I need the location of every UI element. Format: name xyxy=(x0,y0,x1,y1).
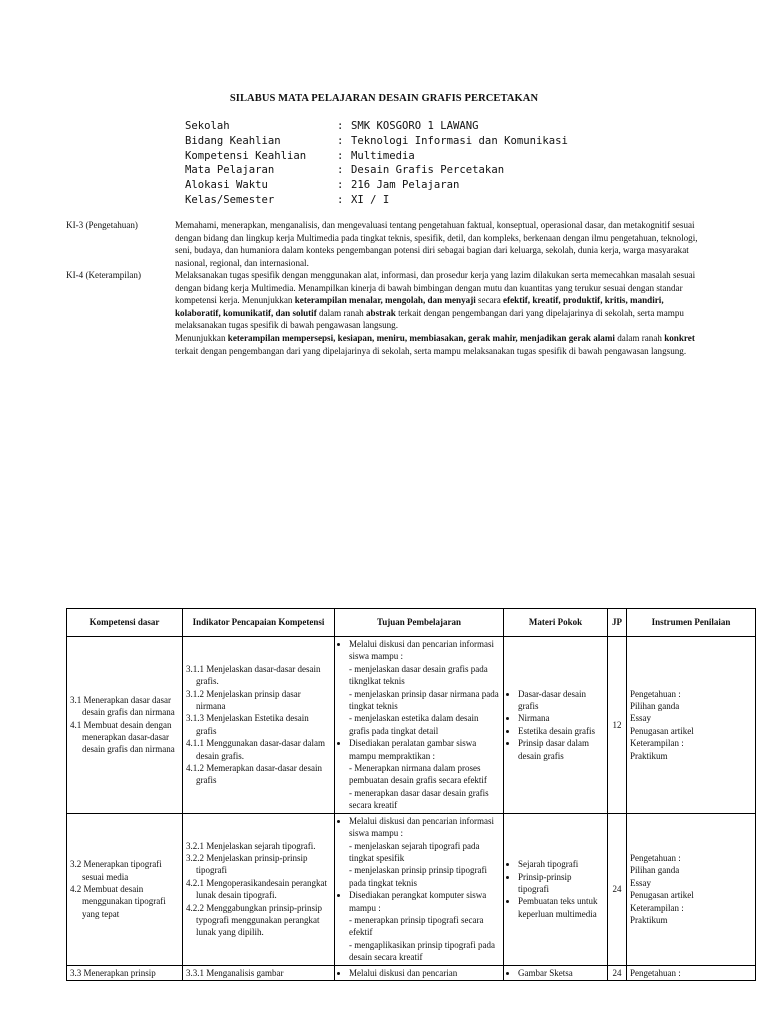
ki3-section xyxy=(66,219,706,269)
cell-kd: 3.3 Menerapkan prinsip xyxy=(67,965,183,980)
meta-colon: : xyxy=(337,120,344,132)
cell-materi: • Sejarah tipografi • Prinsip-prinsip tipografi • Pembuatan teks untuk keperluan multimedia xyxy=(504,813,608,965)
meta-label: Sekolah xyxy=(185,120,230,132)
meta-row-kelas xyxy=(185,193,568,208)
meta-value: Desain Grafis Percetakan xyxy=(351,164,505,177)
header-tujuan: Tujuan Pembelajaran xyxy=(335,609,504,637)
meta-value: XI / I xyxy=(351,193,390,206)
meta-label: Kompetensi Keahlian xyxy=(185,149,307,162)
meta-value: Multimedia xyxy=(351,149,415,162)
cell-kd: 3.1 Menerapkan dasar dasar desain grafis dan nirmana 4.1 Membuat desain dengan menerapkan dasar-dasar desain grafis dan nirmana xyxy=(67,637,183,814)
header-jp: JP xyxy=(608,609,627,637)
header-indikator: Indikator Pencapaian Kompetensi xyxy=(183,609,335,637)
ki4-paragraph-1: Melaksanakan tugas spesifik dengan menggunakan alat, informasi, dan prosedur kerja yang lazim dilakukan serta memecahkan masalah sesuai dengan bidang kerja Multimedia. Menampilkan kinerja di bawah bimbingan dengan mutu dan kuantitas yang terukur sesuai dengan standar kompetensi kerja. Menunjukkan keterampilan menalar, mengolah, dan menyaji secara efektif, kreatif, produktif, kritis, mandiri, kolaboratif, komunikatif, dan solutif dalam ranah abstrak terkait dengan pengembangan dari yang dipelajarinya di sekolah, serta mampu melaksanakan tugas spesifik di bawah pengawasan langsung. xyxy=(175,270,696,331)
meta-value: SMK KOSGORO 1 LAWANG xyxy=(351,120,479,132)
meta-row-bidang xyxy=(185,134,568,149)
cell-tujuan: • Melalui diskusi dan pencarian informasi siswa mampu : - menjelaskan dasar desain grafis pada tiknglkat teknis - menjelaskan prinsip dasar nirmana pada tingkat teknis - menjelaskan estetika dalam desain grafis pada tingkat detail • Disediakan peralatan gambar siswa mampu mempraktikan : - Menerapkan nirmana dalam proses pembuatan desain grafis secara efektif - menerapkan dasar dasar desain grafis secara kreatif xyxy=(335,637,504,814)
cell-tujuan: • Melalui diskusi dan pencarian xyxy=(335,965,504,980)
cell-instrumen: Pengetahuan : Pilihan ganda Essay Penugasan artikel Keterampilan : Praktikum xyxy=(627,813,756,965)
meta-row-alokasi xyxy=(185,178,568,193)
cell-instrumen: Pengetahuan : xyxy=(627,965,756,980)
meta-value: Teknologi Informasi dan Komunikasi xyxy=(351,134,568,147)
syllabus-table xyxy=(66,608,756,981)
cell-materi: • Dasar-dasar desain grafis • Nirmana • Estetika desain grafis • Prinsip dasar dalam desain grafis xyxy=(504,637,608,814)
meta-colon: : xyxy=(337,134,344,147)
cell-jp: 24 xyxy=(608,965,627,980)
ki4-text xyxy=(175,269,703,357)
table-header-row xyxy=(67,609,756,637)
meta-colon: : xyxy=(337,149,344,162)
table-row xyxy=(67,965,756,980)
meta-row-kompetensi xyxy=(185,149,568,164)
document-title: SILABUS MATA PELAJARAN DESAIN GRAFIS PERCETAKAN xyxy=(229,93,539,104)
cell-ipk: 3.1.1 Menjelaskan dasar-dasar desain grafis. 3.1.2 Menjelaskan prinsip dasar nirmana 3.1.3 Menjelaskan Estetika desain grafis 4.1.1 Menggunakan dasar-dasar dalam desain grafis. 4.1.2 Memerapkan dasar-dasar desain grafis xyxy=(183,637,335,814)
meta-colon: : xyxy=(337,179,344,192)
cell-instrumen: Pengetahuan : Pilihan ganda Essay Penugasan artikel Keterampilan : Praktikum xyxy=(627,637,756,814)
cell-jp: 24 xyxy=(608,813,627,965)
cell-materi: • Gambar Sketsa xyxy=(504,965,608,980)
header-materi: Materi Pokok xyxy=(504,609,608,637)
table-row xyxy=(67,637,756,814)
cell-ipk: 3.2.1 Menjelaskan sejarah tipografi. 3.2.2 Menjelaskan prinsip-prinsip tipografi 4.2.1 Mengoperasikandesain perangkat lunak desain tipografi. 4.2.2 Menggabungkan prinsip-prinsip typografi menggunakan perangkat lunak yang dipilih. xyxy=(183,813,335,965)
header-instrumen: Instrumen Penilaian xyxy=(627,609,756,637)
cell-jp: 12 xyxy=(608,637,627,814)
meta-label: Alokasi Waktu xyxy=(185,179,268,192)
table-row xyxy=(67,813,756,965)
meta-label: Bidang Keahlian xyxy=(185,134,281,147)
meta-row-mapel xyxy=(185,163,568,178)
meta-label: Mata Pelajaran xyxy=(185,164,275,177)
cell-tujuan: • Melalui diskusi dan pencarian informasi siswa mampu : - menjelaskan sejarah tipografi pada tingkat spesifik - menjelaskan prinsip prinsip tipografi pada tingkat teknis • Disediakan perangkat komputer siswa mampu : - menerapkan prinsip tipografi secara efektif - mengaplikasikan prinsip tipografi pada desain secara kreatif xyxy=(335,813,504,965)
ki3-label: KI-3 (Pengetahuan) xyxy=(66,220,138,230)
cell-kd: 3.2 Menerapkan tipografi sesuai media 4.2 Membuat desain menggunakan tipografi yang tepat xyxy=(67,813,183,965)
ki3-text: Memahami, menerapkan, menganalisis, dan mengevaluasi tentang pengetahuan faktual, konseptual, operasional dasar, dan metakognitif sesuai dengan bidang dan lingkup kerja Multimedia pada tingkat teknis, spesifik, detil, dan kompleks, berkenaan dengan ilmu pengetahuan, teknologi, seni, budaya, dan humaniora dalam konteks pengembangan potensi diri sebagai bagian dari keluarga, sekolah, dunia kerja, warga masyarakat nasional, regional, dan internasional. xyxy=(175,220,698,268)
ki4-section xyxy=(66,269,706,357)
meta-colon: : xyxy=(337,164,344,177)
meta-block xyxy=(185,119,568,208)
header-kompetensi-dasar: Kompetensi dasar xyxy=(67,609,183,637)
ki4-paragraph-2: Menunjukkan keterampilan mempersepsi, kesiapan, meniru, membiasakan, gerak mahir, menjadikan gerak alami dalam ranah konkret terkait dengan pengembangan dari yang dipelajarinya di sekolah, serta mampu melaksanakan tugas spesifik di bawah pengawasan langsung. xyxy=(175,332,695,356)
meta-colon: : xyxy=(337,193,344,206)
meta-label: Kelas/Semester xyxy=(185,193,275,206)
meta-value: 216 Jam Pelajaran xyxy=(351,179,460,192)
cell-ipk: 3.3.1 Menganalisis gambar xyxy=(183,965,335,980)
ki4-label: KI-4 (Keterampilan) xyxy=(66,270,141,280)
meta-row-sekolah xyxy=(185,119,568,134)
